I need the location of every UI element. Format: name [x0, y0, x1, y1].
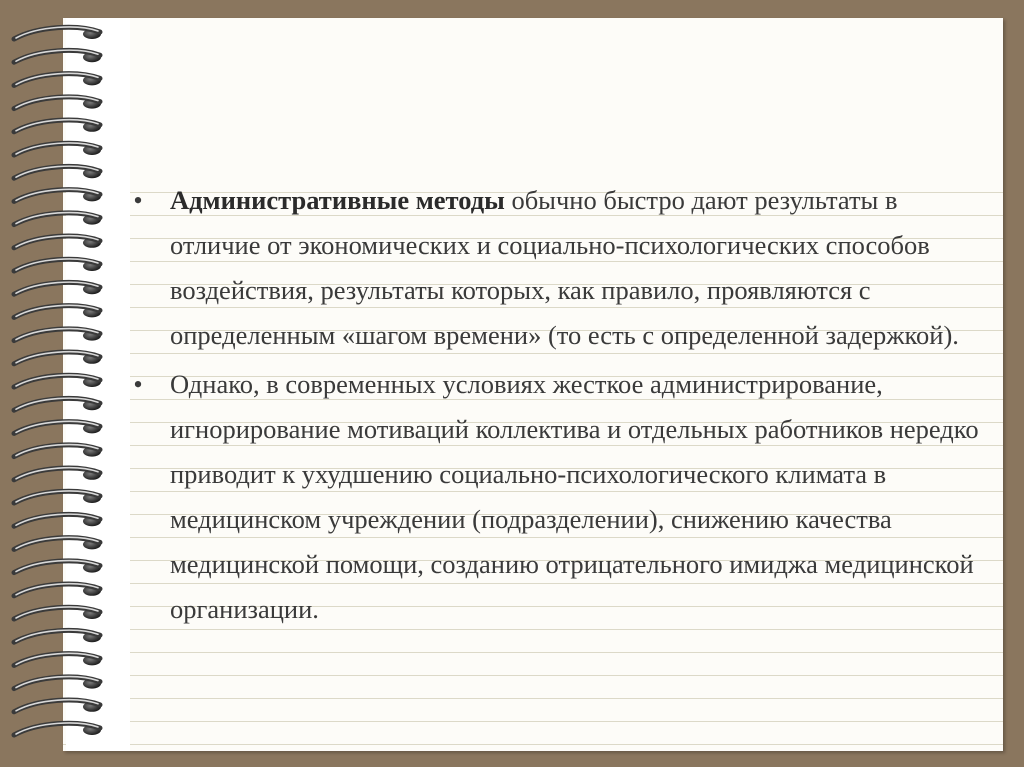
spiral-ring — [14, 514, 101, 526]
spiral-ring — [14, 166, 101, 178]
spiral-ring — [14, 50, 101, 62]
spiral-ring — [14, 653, 101, 665]
spiral-ring — [14, 305, 101, 317]
bullet-icon: • — [133, 185, 143, 215]
spiral-ring — [14, 375, 101, 387]
bullet-body-text: Однако, в современных условиях жесткое администрирование, игнорирование мотиваций коллектива и отдельных работников нередко приводит к ухудшению социально-психологического климата в медицинском учреждении (подразделении), снижению качества медицинской помощи, созданию отрицательного имиджа медицинской организации. — [170, 369, 979, 624]
spiral-ring — [14, 213, 101, 225]
spiral-ring — [14, 607, 101, 619]
spiral-ring — [14, 329, 101, 341]
spiral-ring — [14, 700, 101, 712]
spiral-ring — [14, 421, 101, 433]
spiral-ring — [14, 468, 101, 480]
spiral-ring — [14, 352, 101, 364]
spiral-ring — [14, 259, 101, 271]
spiral-ring — [14, 189, 101, 201]
spiral-ring — [14, 97, 101, 109]
spiral-ring — [14, 143, 101, 155]
spiral-binding-icon — [8, 22, 110, 742]
spiral-ring — [14, 120, 101, 132]
bullet-icon: • — [133, 369, 143, 399]
spiral-ring — [14, 677, 101, 689]
spiral-ring — [14, 27, 101, 39]
bullet-body-text: обычно быстро дают результаты в отличие от экономических и социально-психологических способов воздействия, результаты которых, как правило, проявляются с определенным «шагом времени» (то есть с определенной задержкой). — [170, 185, 959, 350]
spiral-ring — [14, 584, 101, 596]
spiral-ring — [14, 445, 101, 457]
spiral-ring — [14, 561, 101, 573]
spiral-ring — [14, 537, 101, 549]
spiral-ring — [14, 723, 101, 735]
spiral-ring — [14, 73, 101, 85]
spiral-ring — [14, 282, 101, 294]
slide-content — [128, 178, 988, 632]
spiral-ring — [14, 398, 101, 410]
bullet-item-however — [128, 362, 988, 632]
spiral-ring — [14, 630, 101, 642]
spiral-ring — [14, 236, 101, 248]
spiral-ring — [14, 491, 101, 503]
bullet-lead-text: Административные методы — [170, 185, 505, 215]
bullet-item-administrative — [128, 178, 988, 358]
